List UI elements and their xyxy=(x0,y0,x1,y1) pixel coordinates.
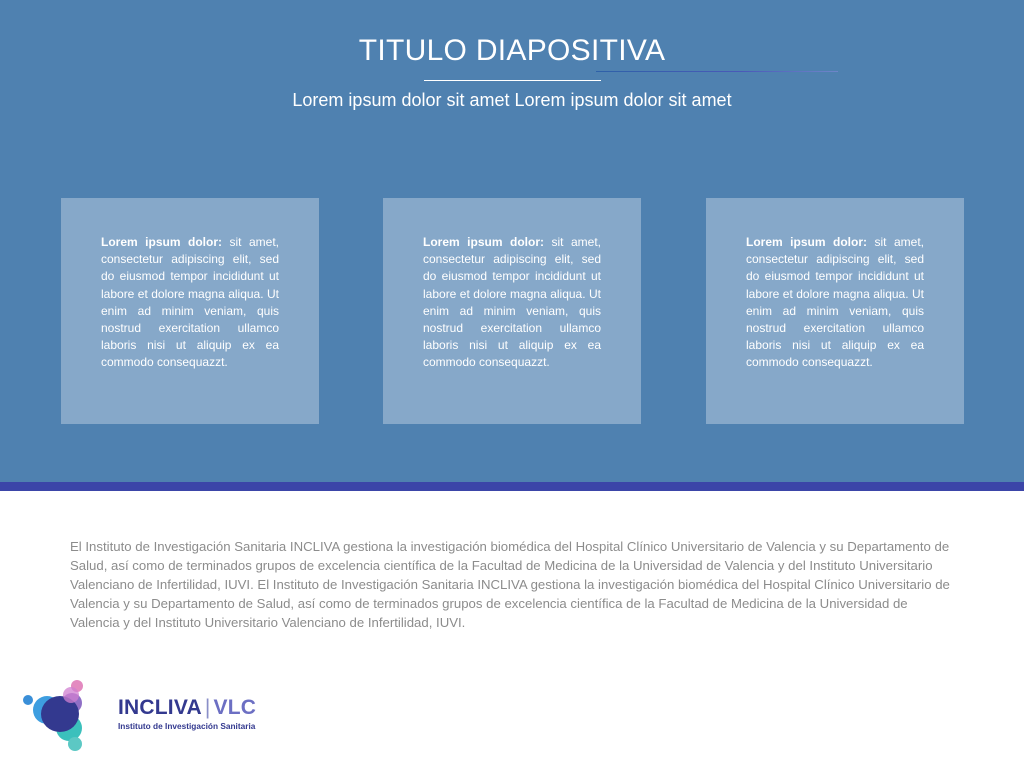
card-lead: Lorem ipsum dolor: xyxy=(423,235,544,249)
info-card-2 xyxy=(383,198,641,424)
divider-band xyxy=(0,482,1024,491)
incliva-logo-mark-icon xyxy=(14,676,94,756)
slide-title: TITULO DIAPOSITIVA xyxy=(358,34,666,67)
card-body: sit amet, consectetur adipiscing elit, sed do eiusmod tempor incididunt ut labore et dolore magna aliqua. Ut enim ad minim veniam, quis nostrud exercitation ullamco laboris nisi ut aliquip ex ea commodo consequazzt. xyxy=(101,235,279,370)
card-body: sit amet, consectetur adipiscing elit, sed do eiusmod tempor incididunt ut labore et dolore magna aliqua. Ut enim ad minim veniam, quis nostrud exercitation ullamco laboris nisi ut aliquip ex ea commodo consequazzt. xyxy=(423,235,601,370)
title-underline xyxy=(424,80,601,81)
info-card-1 xyxy=(61,198,319,424)
card-lead: Lorem ipsum dolor: xyxy=(101,235,222,249)
title-accent-line xyxy=(596,71,838,72)
slide-subtitle: Lorem ipsum dolor sit amet Lorem ipsum dolor sit amet xyxy=(292,90,732,110)
card-text xyxy=(746,234,924,372)
card-text xyxy=(423,234,601,372)
card-body: sit amet, consectetur adipiscing elit, sed do eiusmod tempor incididunt ut labore et dolore magna aliqua. Ut enim ad minim veniam, quis nostrud exercitation ullamco laboris nisi ut aliquip ex ea commodo consequazzt. xyxy=(746,235,924,370)
logo-tagline: Instituto de Investigación Sanitaria xyxy=(118,721,256,731)
logo-region: VLC xyxy=(213,696,257,719)
info-card-3 xyxy=(706,198,964,424)
incliva-logo xyxy=(14,676,274,756)
card-lead: Lorem ipsum dolor: xyxy=(746,235,867,249)
body-paragraph: El Instituto de Investigación Sanitaria INCLIVA gestiona la investigación biomédica del Hospital Clínico Universitario de Valencia y su Departamento de Salud, así como de terminados grupos de excelencia científica de la Facultad de Medicina de la Universidad de Valencia y del Instituto Universitario Valenciano de Infertilidad, IUVI. El Instituto de Investigación Sanitaria INCLIVA gestiona la investigación biomédica del Hospital Clínico Universitario de Valencia y su Departamento de Salud, así como de terminados grupos de excelencia científica de la Facultad de Medicina de la Universidad de Valencia y del Instituto Universitario Valenciano de Infertilidad, IUVI. xyxy=(70,539,950,630)
logo-separator: | xyxy=(204,696,211,719)
logo-name: INCLIVA xyxy=(118,696,202,719)
logo-wordmark xyxy=(118,696,256,720)
card-text xyxy=(101,234,279,372)
